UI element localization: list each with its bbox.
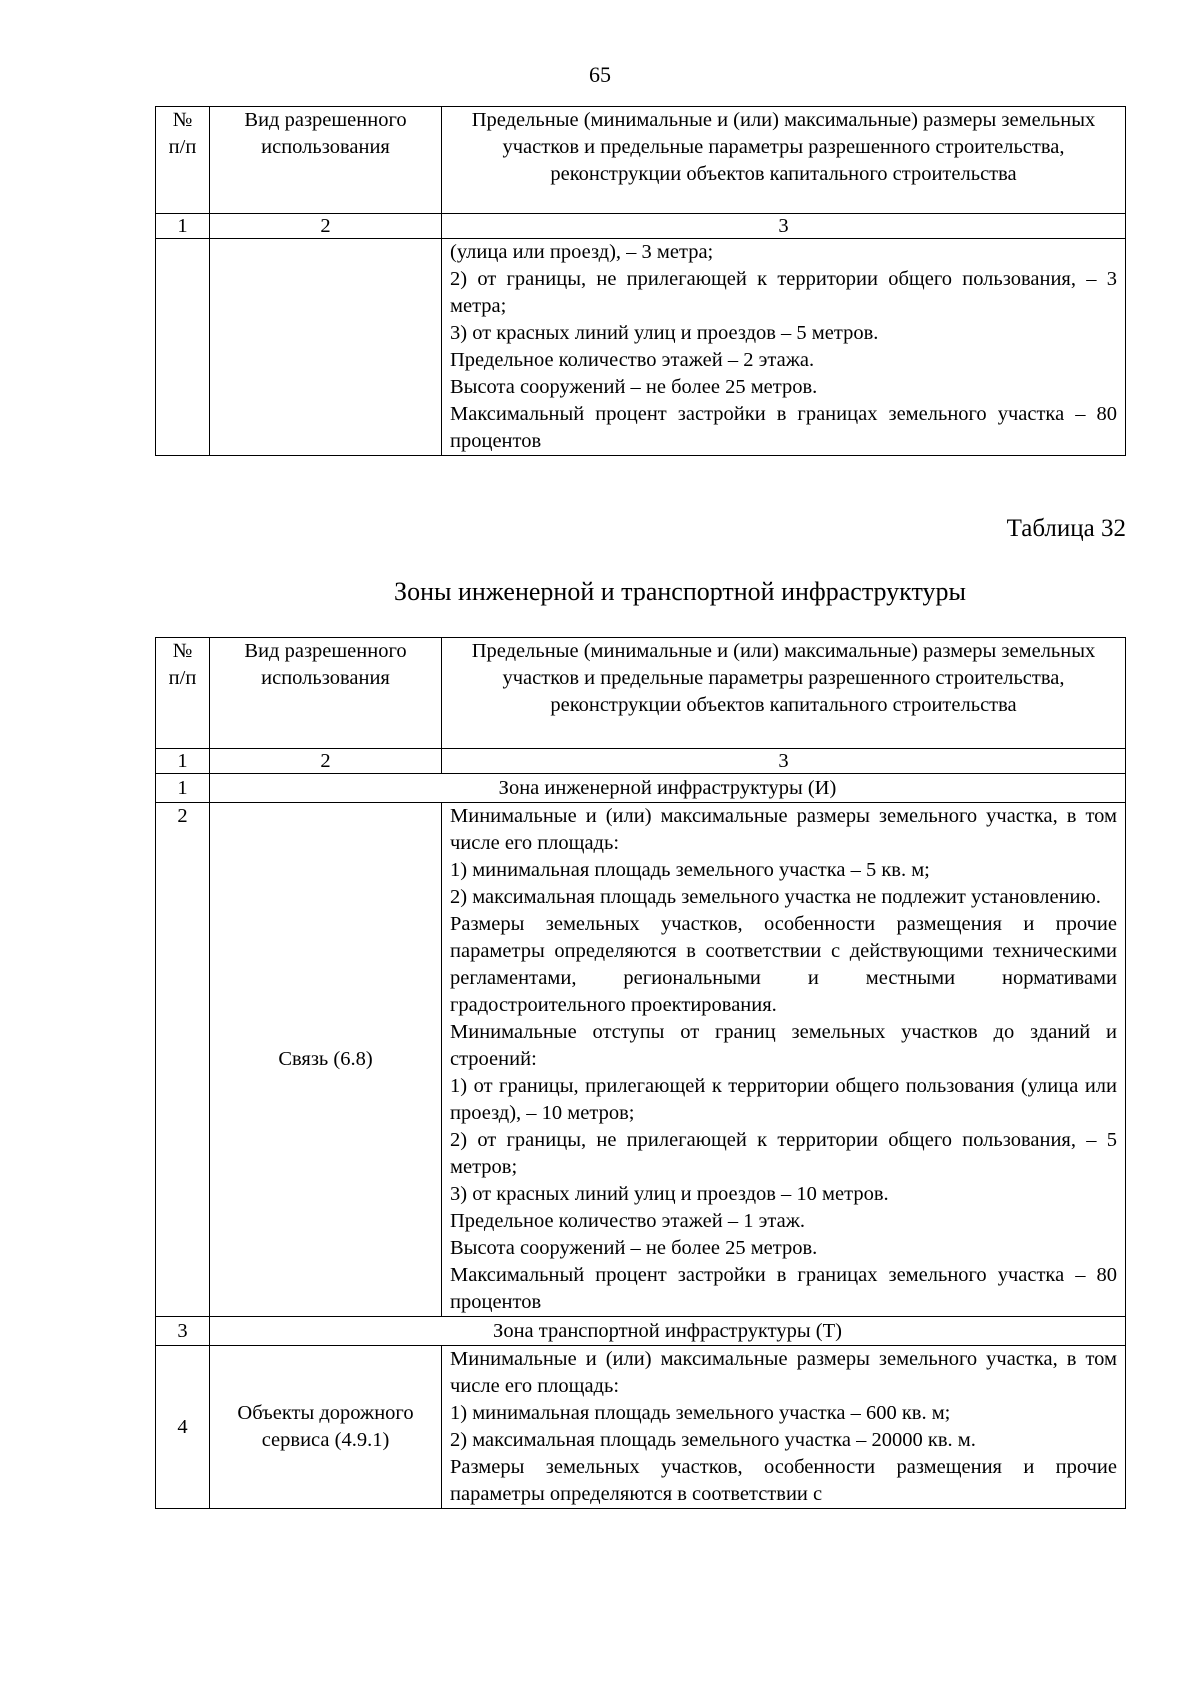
- continued-regulations-table: [155, 106, 1126, 456]
- table-header-row: [156, 107, 1126, 214]
- header-number: № п/п: [156, 638, 210, 749]
- parameter-line: Минимальные и (или) максимальные размеры земельного участка, в том числе его площадь:: [450, 805, 1117, 854]
- parameter-line: 2) максимальная площадь земельного участка не подлежит установлению.: [450, 886, 1101, 908]
- parameter-line: 3) от красных линий улиц и проездов – 10 метров.: [450, 1183, 889, 1205]
- parameter-line: Высота сооружений – не более 25 метров.: [450, 1237, 818, 1259]
- parameter-line: 2) максимальная площадь земельного участка – 20000 кв. м.: [450, 1429, 976, 1451]
- parameter-line: Максимальный процент застройки в границах земельного участка – 80 процентов: [450, 1264, 1117, 1313]
- table-title: Зоны инженерной и транспортной инфраструктуры: [394, 577, 966, 606]
- zone-heading: Зона транспортной инфраструктуры (Т): [210, 1317, 1126, 1346]
- infrastructure-zones-table: [155, 637, 1126, 1509]
- table-caption: Таблица 32: [1006, 515, 1126, 542]
- table-row: [156, 1346, 1126, 1509]
- table-row: [156, 239, 1126, 456]
- row-parameters: [442, 803, 1126, 1317]
- parameter-line: Минимальные отступы от границ земельных участков до зданий и строений:: [450, 1021, 1117, 1070]
- column-number: 3: [442, 749, 1126, 774]
- column-number: 1: [156, 214, 210, 239]
- row-number: 4: [156, 1346, 210, 1509]
- row-number: 2: [156, 803, 210, 1317]
- row-use-type: Связь (6.8): [210, 803, 442, 1317]
- header-number: № п/п: [156, 107, 210, 214]
- column-number-row: [156, 214, 1126, 239]
- row-parameters: [442, 239, 1126, 456]
- column-number: 2: [210, 749, 442, 774]
- parameter-line: 3) от красных линий улиц и проездов – 5 метров.: [450, 322, 879, 344]
- column-number: 1: [156, 749, 210, 774]
- column-number-row: [156, 749, 1126, 774]
- parameter-line: Максимальный процент застройки в границах земельного участка – 80 процентов: [450, 403, 1117, 452]
- row-use-type: [210, 239, 442, 456]
- zone-heading: Зона инженерной инфраструктуры (И): [210, 774, 1126, 803]
- table-header-row: [156, 638, 1126, 749]
- parameter-line: 1) от границы, прилегающей к территории общего пользования (улица или проезд), – 10 метров;: [450, 1075, 1117, 1124]
- column-number: 2: [210, 214, 442, 239]
- row-use-type: Объекты дорожного сервиса (4.9.1): [210, 1346, 442, 1509]
- parameter-line: Размеры земельных участков, особенности размещения и прочие параметры определяются в соответствии с: [450, 1456, 1117, 1505]
- parameter-line: Предельное количество этажей – 2 этажа.: [450, 349, 815, 371]
- parameter-line: Предельное количество этажей – 1 этаж.: [450, 1210, 806, 1232]
- header-use-type: Вид разрешенного использования: [210, 638, 442, 749]
- zone-heading-row: [156, 774, 1126, 803]
- row-number: 3: [156, 1317, 210, 1346]
- header-parameters: Предельные (минимальные и (или) максимальные) размеры земельных участков и предельные параметры разрешенного строительства, реконструкции объектов капитального строительства: [442, 638, 1126, 749]
- parameter-line: 2) от границы, не прилегающей к территории общего пользования, – 3 метра;: [450, 268, 1117, 317]
- row-number: 1: [156, 774, 210, 803]
- page-number: 65: [589, 62, 611, 87]
- parameter-line: 1) минимальная площадь земельного участка – 5 кв. м;: [450, 859, 930, 881]
- zone-heading-row: [156, 1317, 1126, 1346]
- parameter-line: Минимальные и (или) максимальные размеры земельного участка, в том числе его площадь:: [450, 1348, 1117, 1397]
- column-number: 3: [442, 214, 1126, 239]
- header-use-type: Вид разрешенного использования: [210, 107, 442, 214]
- parameter-line: 1) минимальная площадь земельного участка – 600 кв. м;: [450, 1402, 951, 1424]
- table-row: [156, 803, 1126, 1317]
- parameter-line: Высота сооружений – не более 25 метров.: [450, 376, 818, 398]
- header-parameters: Предельные (минимальные и (или) максимальные) размеры земельных участков и предельные параметры разрешенного строительства, реконструкции объектов капитального строительства: [442, 107, 1126, 214]
- parameter-line: (улица или проезд), – 3 метра;: [450, 241, 714, 263]
- parameter-line: Размеры земельных участков, особенности размещения и прочие параметры определяются в соответствии с действующими техническими регламентами, региональными и местными нормативами градостроительного проектирования.: [450, 913, 1117, 1016]
- parameter-line: 2) от границы, не прилегающей к территории общего пользования, – 5 метров;: [450, 1129, 1117, 1178]
- row-number: [156, 239, 210, 456]
- row-parameters: [442, 1346, 1126, 1509]
